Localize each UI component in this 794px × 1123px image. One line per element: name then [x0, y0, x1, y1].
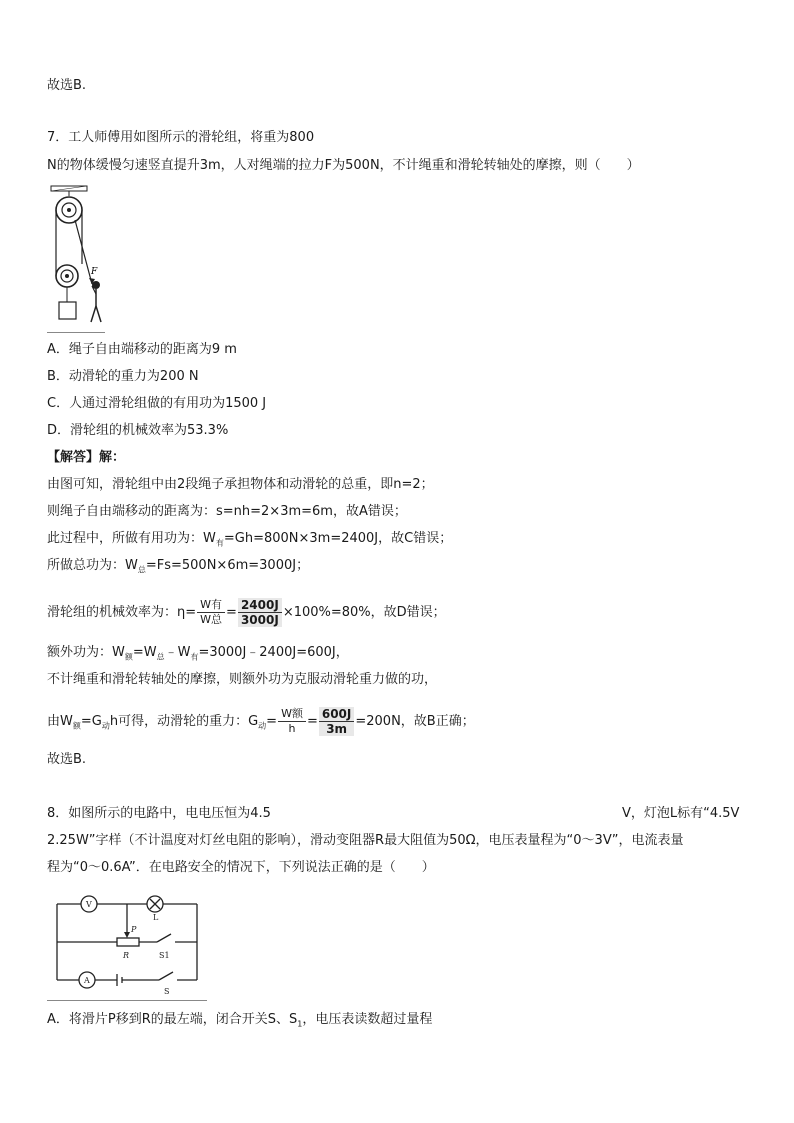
text: ﹣W: [164, 645, 191, 660]
circuit-diagram: [47, 884, 207, 1001]
solution-line1: 由图可知，滑轮组中由2段绳子承担物体和动滑轮的总重，即n=2；: [47, 477, 434, 492]
q7-conclusion: 故选B.: [47, 752, 87, 767]
text: =Gh=800N×3m=2400J，故C错误；: [223, 531, 453, 546]
fraction-values: [238, 598, 282, 627]
denominator: h: [288, 722, 296, 735]
text: 所做总功为：W: [47, 558, 138, 573]
equals: =: [226, 605, 237, 620]
q7-stem-line2: N的物体缓慢匀速竖直提升3m，人对绳端的拉力F为500N，不计绳重和滑轮转轴处的摩擦，则（ ）: [47, 158, 640, 173]
switch-s-label: S: [164, 987, 170, 996]
numerator: W额: [278, 707, 306, 722]
solution-line6: 不计绳重和滑轮转轴处的摩擦，则额外功为克服动滑轮重力做的功，: [47, 672, 438, 687]
text: =3000J﹣2400J=600J，: [198, 645, 349, 660]
ammeter-label: A: [84, 976, 90, 985]
circuit-figure: [47, 884, 207, 1000]
subscript: 总: [156, 652, 165, 662]
text: 此过程中，所做有用功为：W: [47, 531, 216, 546]
text: =Fs=500N×6m=3000J；: [145, 558, 310, 573]
equals: =: [266, 714, 278, 729]
subscript: 总: [137, 565, 146, 575]
numerator: 2400J: [238, 598, 282, 613]
efficiency-formula: [47, 596, 446, 630]
q8-stem-line2: 2.25W”字样（不计温度对灯丝电阻的影响），滑动变阻器R最大阻值为50Ω，电压表量程为“0～3V”，电流表量: [47, 833, 684, 848]
solution-line3: [47, 529, 452, 554]
q8-stem-line3: 程为“0～0.6A”．在电路安全的情况下，下列说法正确的是（ ）: [47, 860, 435, 875]
answer-header: 【解答】解：: [47, 450, 126, 465]
text: =G: [80, 714, 102, 729]
text: =W: [132, 645, 157, 660]
fraction-symbolic: [278, 707, 306, 736]
subscript: 1: [297, 1019, 303, 1029]
subscript: 额: [72, 721, 81, 731]
text: 滑轮组的机械效率为：η=: [47, 605, 197, 620]
text: ，电压表读数超过量程: [302, 1012, 433, 1027]
lamp-label: L: [153, 913, 159, 922]
pulley-weight-formula: [47, 705, 475, 744]
solution-line2: 则绳子自由端移动的距离为：s=nh=2×3m=6m，故A错误；: [47, 504, 407, 519]
subscript: 动: [101, 721, 110, 731]
solution-extra-work: [47, 643, 349, 668]
text: 额外功为：W: [47, 645, 125, 660]
force-label: F: [91, 267, 98, 277]
q7-option-d: D．滑轮组的机械效率为53.3%: [47, 423, 229, 438]
q7-option-a: A．绳子自由端移动的距离为9 m: [47, 342, 237, 357]
rheostat-label: R: [123, 951, 130, 960]
text: 由W: [47, 714, 73, 729]
fraction-work: [197, 598, 225, 627]
text: h可得，动滑轮的重力：G: [109, 714, 259, 729]
q7-option-c: C．人通过滑轮组做的有用功为1500 J: [47, 396, 267, 411]
equals: =: [306, 714, 318, 729]
numerator: 600J: [319, 707, 355, 722]
previous-answer: 故选B.: [47, 78, 87, 93]
solution-line4: [47, 556, 309, 581]
subscript: 有: [190, 652, 199, 662]
voltmeter-label: V: [86, 900, 92, 909]
fraction-values: [319, 707, 355, 736]
denominator: 3m: [319, 722, 355, 736]
pulley-diagram: [47, 184, 105, 333]
subscript: 额: [124, 652, 133, 662]
slider-label: P: [131, 925, 137, 934]
text: =200N，故B正确；: [355, 714, 475, 729]
q8-stem-line1b: V，灯泡L标有“4.5V: [622, 806, 740, 821]
q8-option-a: [47, 1010, 432, 1035]
subscript: 有: [215, 538, 224, 548]
switch-s1-label: S1: [159, 951, 170, 960]
q7-stem-line1: 7．工人师傅用如图所示的滑轮组，将重为800: [47, 130, 315, 145]
text: ×100%=80%，故D错误；: [282, 605, 446, 620]
text: A．将滑片P移到R的最左端，闭合开关S、S: [47, 1012, 298, 1027]
q8-stem-line1a: 8．如图所示的电路中，电电压恒为4.5: [47, 806, 271, 821]
subscript: 动: [258, 721, 267, 731]
pulley-figure: [47, 184, 105, 332]
denominator: W总: [200, 613, 223, 626]
denominator: 3000J: [238, 613, 282, 627]
numerator: W有: [197, 598, 225, 613]
q7-option-b: B．动滑轮的重力为200 N: [47, 369, 199, 384]
